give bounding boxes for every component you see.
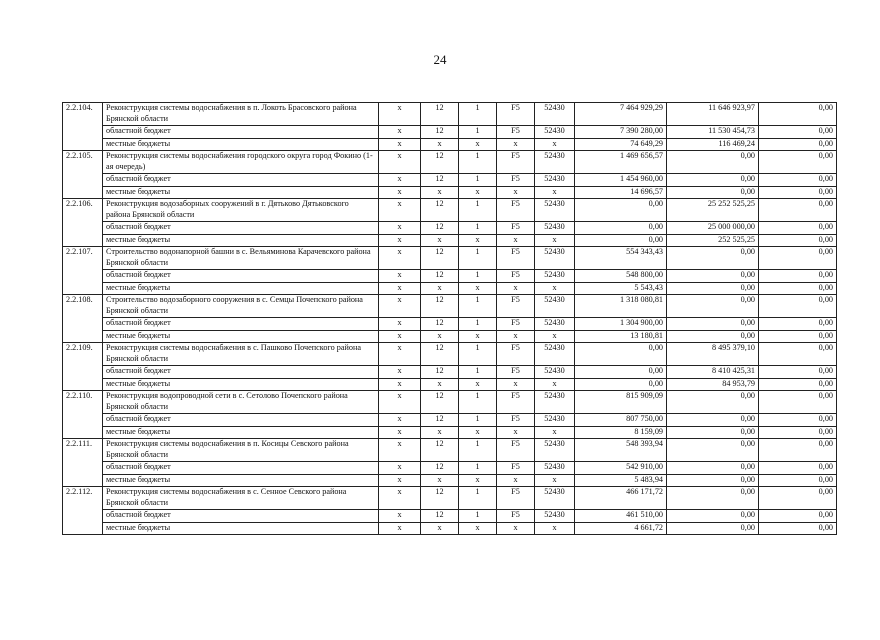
cell-c5: 52430 xyxy=(535,103,575,126)
cell-c1: х xyxy=(379,510,421,523)
cell-c3: х xyxy=(459,522,497,535)
table-subrow xyxy=(63,126,837,139)
cell-v3: 0,00 xyxy=(759,366,837,379)
cell-c1: х xyxy=(379,247,421,270)
cell-c3: х xyxy=(459,330,497,343)
cell-v1: 461 510,00 xyxy=(575,510,667,523)
cell-c5: х xyxy=(535,426,575,439)
table-subrow xyxy=(63,174,837,187)
cell-c5: х xyxy=(535,138,575,151)
cell-v3: 0,00 xyxy=(759,234,837,247)
cell-name: областной бюджет xyxy=(103,318,379,331)
cell-c1: х xyxy=(379,391,421,414)
cell-c5: 52430 xyxy=(535,295,575,318)
cell-c1: х xyxy=(379,151,421,174)
cell-v1: 1 304 900,00 xyxy=(575,318,667,331)
cell-v2: 0,00 xyxy=(667,474,759,487)
cell-c4: F5 xyxy=(497,270,535,283)
table-subrow xyxy=(63,426,837,439)
cell-name: Строительство водозаборного сооружения в с. Семцы Почепского района Брянской области xyxy=(103,295,379,318)
cell-name: Реконструкция системы водоснабжения в с. Пашково Почепского района Брянской области xyxy=(103,343,379,366)
cell-c5: х xyxy=(535,378,575,391)
cell-c3: 1 xyxy=(459,103,497,126)
cell-v2: 0,00 xyxy=(667,522,759,535)
cell-c2: х xyxy=(421,330,459,343)
cell-v2: 0,00 xyxy=(667,510,759,523)
cell-c1: х xyxy=(379,186,421,199)
cell-c5: х xyxy=(535,474,575,487)
table-row xyxy=(63,343,837,366)
cell-c2: 12 xyxy=(421,439,459,462)
cell-c4: F5 xyxy=(497,126,535,139)
table-row xyxy=(63,391,837,414)
cell-name: местные бюджеты xyxy=(103,378,379,391)
cell-c2: 12 xyxy=(421,391,459,414)
cell-c2: х xyxy=(421,378,459,391)
cell-c5: х xyxy=(535,186,575,199)
cell-c5: 52430 xyxy=(535,151,575,174)
cell-v1: 466 171,72 xyxy=(575,487,667,510)
cell-v2: 11 530 454,73 xyxy=(667,126,759,139)
cell-c1: х xyxy=(379,414,421,427)
cell-c2: 12 xyxy=(421,295,459,318)
cell-c5: 52430 xyxy=(535,318,575,331)
cell-v3: 0,00 xyxy=(759,318,837,331)
cell-v3: 0,00 xyxy=(759,270,837,283)
cell-c2: 12 xyxy=(421,174,459,187)
cell-name: Строительство водонапорной башни в с. Вельяминова Карачевского района Брянской области xyxy=(103,247,379,270)
cell-c1: х xyxy=(379,462,421,475)
cell-c1: х xyxy=(379,522,421,535)
cell-name: местные бюджеты xyxy=(103,474,379,487)
cell-name: местные бюджеты xyxy=(103,330,379,343)
cell-v2: 8 495 379,10 xyxy=(667,343,759,366)
cell-c5: 52430 xyxy=(535,247,575,270)
cell-c2: х xyxy=(421,426,459,439)
cell-c4: F5 xyxy=(497,247,535,270)
cell-v3: 0,00 xyxy=(759,474,837,487)
cell-c1: х xyxy=(379,378,421,391)
table-subrow xyxy=(63,186,837,199)
cell-c4: F5 xyxy=(497,174,535,187)
cell-c4: х xyxy=(497,378,535,391)
table-row xyxy=(63,199,837,222)
cell-c2: 12 xyxy=(421,343,459,366)
cell-c4: х xyxy=(497,234,535,247)
cell-v3: 0,00 xyxy=(759,330,837,343)
cell-c4: F5 xyxy=(497,391,535,414)
cell-c1: х xyxy=(379,103,421,126)
cell-c5: х xyxy=(535,282,575,295)
cell-c3: 1 xyxy=(459,126,497,139)
row-number: 2.2.111. xyxy=(63,439,103,487)
cell-name: областной бюджет xyxy=(103,462,379,475)
cell-name: местные бюджеты xyxy=(103,426,379,439)
cell-v1: 548 800,00 xyxy=(575,270,667,283)
budget-table xyxy=(62,102,837,535)
table-subrow xyxy=(63,414,837,427)
row-number: 2.2.109. xyxy=(63,343,103,391)
cell-c3: 1 xyxy=(459,414,497,427)
cell-name: областной бюджет xyxy=(103,366,379,379)
cell-c5: 52430 xyxy=(535,487,575,510)
cell-v1: 14 696,57 xyxy=(575,186,667,199)
cell-c1: х xyxy=(379,318,421,331)
cell-c5: 52430 xyxy=(535,510,575,523)
cell-v3: 0,00 xyxy=(759,151,837,174)
cell-c2: 12 xyxy=(421,270,459,283)
row-number: 2.2.104. xyxy=(63,103,103,151)
cell-c2: 12 xyxy=(421,103,459,126)
cell-v3: 0,00 xyxy=(759,295,837,318)
table-body xyxy=(63,103,837,535)
cell-v1: 815 909,09 xyxy=(575,391,667,414)
table-subrow xyxy=(63,282,837,295)
cell-c3: х xyxy=(459,234,497,247)
cell-c1: х xyxy=(379,222,421,235)
cell-v2: 0,00 xyxy=(667,318,759,331)
cell-name: местные бюджеты xyxy=(103,522,379,535)
cell-v3: 0,00 xyxy=(759,247,837,270)
cell-v1: 5 483,94 xyxy=(575,474,667,487)
table-subrow xyxy=(63,330,837,343)
cell-c4: х xyxy=(497,138,535,151)
cell-c3: 1 xyxy=(459,222,497,235)
cell-c4: F5 xyxy=(497,295,535,318)
cell-c4: F5 xyxy=(497,103,535,126)
cell-name: местные бюджеты xyxy=(103,138,379,151)
cell-c5: 52430 xyxy=(535,126,575,139)
cell-v2: 116 469,24 xyxy=(667,138,759,151)
cell-v3: 0,00 xyxy=(759,462,837,475)
cell-c5: х xyxy=(535,234,575,247)
cell-c3: 1 xyxy=(459,462,497,475)
cell-v3: 0,00 xyxy=(759,510,837,523)
cell-name: областной бюджет xyxy=(103,510,379,523)
table-subrow xyxy=(63,522,837,535)
cell-c3: 1 xyxy=(459,366,497,379)
cell-v3: 0,00 xyxy=(759,439,837,462)
cell-c1: х xyxy=(379,366,421,379)
cell-v3: 0,00 xyxy=(759,282,837,295)
cell-v1: 7 390 280,00 xyxy=(575,126,667,139)
cell-c3: 1 xyxy=(459,295,497,318)
cell-v1: 0,00 xyxy=(575,378,667,391)
cell-v2: 11 646 923,97 xyxy=(667,103,759,126)
cell-v3: 0,00 xyxy=(759,522,837,535)
cell-c4: F5 xyxy=(497,318,535,331)
cell-c2: х xyxy=(421,186,459,199)
table-subrow xyxy=(63,138,837,151)
cell-v2: 0,00 xyxy=(667,186,759,199)
cell-v2: 0,00 xyxy=(667,487,759,510)
cell-c5: х xyxy=(535,522,575,535)
cell-v2: 0,00 xyxy=(667,391,759,414)
cell-name: Реконструкция системы водоснабжения в п. Косицы Севского района Брянской области xyxy=(103,439,379,462)
table-subrow xyxy=(63,474,837,487)
cell-c5: 52430 xyxy=(535,222,575,235)
cell-c1: х xyxy=(379,234,421,247)
table-subrow xyxy=(63,318,837,331)
cell-c5: 52430 xyxy=(535,343,575,366)
cell-name: областной бюджет xyxy=(103,222,379,235)
cell-v2: 25 000 000,00 xyxy=(667,222,759,235)
cell-name: областной бюджет xyxy=(103,270,379,283)
cell-v2: 84 953,79 xyxy=(667,378,759,391)
cell-v1: 1 318 080,81 xyxy=(575,295,667,318)
cell-c3: 1 xyxy=(459,343,497,366)
cell-c4: F5 xyxy=(497,199,535,222)
cell-v3: 0,00 xyxy=(759,343,837,366)
cell-c4: х xyxy=(497,186,535,199)
cell-v2: 252 525,25 xyxy=(667,234,759,247)
cell-v2: 0,00 xyxy=(667,247,759,270)
cell-c5: 52430 xyxy=(535,174,575,187)
cell-c1: х xyxy=(379,174,421,187)
cell-c2: х xyxy=(421,234,459,247)
table-subrow xyxy=(63,462,837,475)
cell-c4: F5 xyxy=(497,151,535,174)
cell-c4: х xyxy=(497,330,535,343)
cell-c2: 12 xyxy=(421,126,459,139)
cell-name: Реконструкция системы водоснабжения городского округа город Фокино (1-ая очередь) xyxy=(103,151,379,174)
page-number: 24 xyxy=(433,52,447,67)
cell-v1: 1 454 960,00 xyxy=(575,174,667,187)
cell-c1: х xyxy=(379,343,421,366)
cell-v2: 8 410 425,31 xyxy=(667,366,759,379)
cell-c5: 52430 xyxy=(535,414,575,427)
cell-v2: 0,00 xyxy=(667,174,759,187)
cell-c5: 52430 xyxy=(535,366,575,379)
cell-v1: 1 469 656,57 xyxy=(575,151,667,174)
cell-v1: 807 750,00 xyxy=(575,414,667,427)
cell-c3: х xyxy=(459,474,497,487)
table-row xyxy=(63,247,837,270)
cell-c3: х xyxy=(459,138,497,151)
cell-c2: 12 xyxy=(421,510,459,523)
cell-c2: 12 xyxy=(421,414,459,427)
cell-c1: х xyxy=(379,426,421,439)
cell-v2: 0,00 xyxy=(667,414,759,427)
cell-v1: 74 649,29 xyxy=(575,138,667,151)
cell-name: Реконструкция системы водоснабжения в п. Локоть Брасовского района Брянской области xyxy=(103,103,379,126)
cell-v3: 0,00 xyxy=(759,391,837,414)
cell-c4: х xyxy=(497,426,535,439)
cell-c2: 12 xyxy=(421,462,459,475)
table-subrow xyxy=(63,270,837,283)
table-row xyxy=(63,103,837,126)
row-number: 2.2.106. xyxy=(63,199,103,247)
cell-name: областной бюджет xyxy=(103,414,379,427)
table-row xyxy=(63,151,837,174)
cell-v1: 0,00 xyxy=(575,199,667,222)
cell-v3: 0,00 xyxy=(759,126,837,139)
cell-v3: 0,00 xyxy=(759,222,837,235)
cell-c3: 1 xyxy=(459,270,497,283)
table-subrow xyxy=(63,366,837,379)
row-number: 2.2.108. xyxy=(63,295,103,343)
cell-c4: F5 xyxy=(497,510,535,523)
cell-c4: F5 xyxy=(497,439,535,462)
cell-name: областной бюджет xyxy=(103,126,379,139)
cell-c3: х xyxy=(459,426,497,439)
cell-c2: 12 xyxy=(421,318,459,331)
cell-c2: х xyxy=(421,522,459,535)
cell-c1: х xyxy=(379,270,421,283)
cell-v1: 542 910,00 xyxy=(575,462,667,475)
cell-v3: 0,00 xyxy=(759,199,837,222)
cell-c4: F5 xyxy=(497,222,535,235)
cell-v2: 25 252 525,25 xyxy=(667,199,759,222)
table-subrow xyxy=(63,234,837,247)
table-row xyxy=(63,487,837,510)
cell-v3: 0,00 xyxy=(759,103,837,126)
cell-c3: 1 xyxy=(459,439,497,462)
cell-c1: х xyxy=(379,487,421,510)
cell-v1: 5 543,43 xyxy=(575,282,667,295)
cell-c3: 1 xyxy=(459,199,497,222)
cell-v3: 0,00 xyxy=(759,378,837,391)
cell-c3: х xyxy=(459,378,497,391)
cell-v1: 554 343,43 xyxy=(575,247,667,270)
cell-v1: 7 464 929,29 xyxy=(575,103,667,126)
cell-v1: 4 661,72 xyxy=(575,522,667,535)
cell-c1: х xyxy=(379,126,421,139)
cell-v1: 8 159,09 xyxy=(575,426,667,439)
cell-c2: 12 xyxy=(421,199,459,222)
cell-v2: 0,00 xyxy=(667,270,759,283)
cell-c3: 1 xyxy=(459,391,497,414)
cell-v3: 0,00 xyxy=(759,174,837,187)
cell-c1: х xyxy=(379,474,421,487)
cell-v2: 0,00 xyxy=(667,282,759,295)
cell-c5: 52430 xyxy=(535,391,575,414)
table-row xyxy=(63,439,837,462)
cell-c4: F5 xyxy=(497,366,535,379)
cell-name: местные бюджеты xyxy=(103,234,379,247)
cell-c2: 12 xyxy=(421,487,459,510)
cell-c5: 52430 xyxy=(535,270,575,283)
cell-v3: 0,00 xyxy=(759,487,837,510)
cell-c4: F5 xyxy=(497,414,535,427)
cell-v3: 0,00 xyxy=(759,186,837,199)
cell-c3: 1 xyxy=(459,487,497,510)
cell-v1: 13 180,81 xyxy=(575,330,667,343)
cell-c4: х xyxy=(497,522,535,535)
cell-c3: 1 xyxy=(459,247,497,270)
cell-name: Реконструкция системы водоснабжения в с. Сенное Севского района Брянской области xyxy=(103,487,379,510)
cell-c5: 52430 xyxy=(535,462,575,475)
cell-v1: 0,00 xyxy=(575,222,667,235)
cell-c2: 12 xyxy=(421,366,459,379)
cell-c3: 1 xyxy=(459,318,497,331)
cell-name: местные бюджеты xyxy=(103,186,379,199)
cell-v1: 0,00 xyxy=(575,366,667,379)
row-number: 2.2.107. xyxy=(63,247,103,295)
cell-v2: 0,00 xyxy=(667,295,759,318)
cell-c2: 12 xyxy=(421,247,459,270)
cell-v3: 0,00 xyxy=(759,138,837,151)
cell-c5: х xyxy=(535,330,575,343)
cell-c5: 52430 xyxy=(535,439,575,462)
row-number: 2.2.105. xyxy=(63,151,103,199)
table-subrow xyxy=(63,510,837,523)
cell-c3: 1 xyxy=(459,151,497,174)
table-subrow xyxy=(63,378,837,391)
cell-c4: х xyxy=(497,474,535,487)
cell-c1: х xyxy=(379,199,421,222)
cell-c2: х xyxy=(421,474,459,487)
cell-c1: х xyxy=(379,138,421,151)
cell-v1: 548 393,94 xyxy=(575,439,667,462)
cell-v3: 0,00 xyxy=(759,426,837,439)
cell-v2: 0,00 xyxy=(667,439,759,462)
cell-v2: 0,00 xyxy=(667,151,759,174)
cell-c3: х xyxy=(459,186,497,199)
cell-name: областной бюджет xyxy=(103,174,379,187)
cell-v1: 0,00 xyxy=(575,234,667,247)
cell-name: местные бюджеты xyxy=(103,282,379,295)
cell-v1: 0,00 xyxy=(575,343,667,366)
cell-c1: х xyxy=(379,295,421,318)
cell-c4: х xyxy=(497,282,535,295)
row-number: 2.2.110. xyxy=(63,391,103,439)
cell-c1: х xyxy=(379,330,421,343)
cell-c3: х xyxy=(459,282,497,295)
cell-name: Реконструкция водозаборных сооружений в г. Дятьково Дятьковского района Брянской области xyxy=(103,199,379,222)
cell-v2: 0,00 xyxy=(667,330,759,343)
cell-c3: 1 xyxy=(459,510,497,523)
cell-c5: 52430 xyxy=(535,199,575,222)
cell-v2: 0,00 xyxy=(667,462,759,475)
cell-v2: 0,00 xyxy=(667,426,759,439)
cell-c4: F5 xyxy=(497,343,535,366)
cell-c2: 12 xyxy=(421,222,459,235)
table-row xyxy=(63,295,837,318)
cell-v3: 0,00 xyxy=(759,414,837,427)
cell-c3: 1 xyxy=(459,174,497,187)
cell-c2: 12 xyxy=(421,151,459,174)
table-subrow xyxy=(63,222,837,235)
cell-c1: х xyxy=(379,282,421,295)
cell-c2: х xyxy=(421,138,459,151)
cell-c2: х xyxy=(421,282,459,295)
cell-c4: F5 xyxy=(497,462,535,475)
row-number: 2.2.112. xyxy=(63,487,103,535)
cell-c4: F5 xyxy=(497,487,535,510)
cell-c1: х xyxy=(379,439,421,462)
cell-name: Реконструкция водопроводной сети в с. Сетолово Почепского района Брянской области xyxy=(103,391,379,414)
